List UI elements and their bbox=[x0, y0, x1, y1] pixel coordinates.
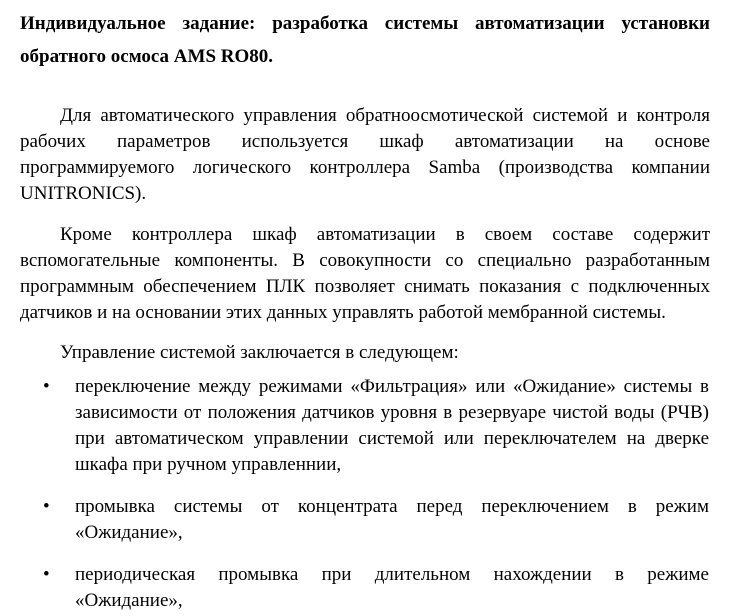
document-heading: Индивидуальное задание: разработка системы автоматизации установки обратного осмоса AMS RO80. bbox=[20, 13, 710, 67]
paragraph-control-intro: Управление системой заключается в следующем: bbox=[60, 342, 459, 363]
bullet-icon: • bbox=[43, 496, 50, 517]
paragraph-components: Кроме контроллера шкаф автоматизации в своем составе содержит вспомогательные компоненты. В совокупности со специально разработанным программным обеспечением ПЛК позволяет снимать показания с подключенных датчиков и на основании этих данных управлять работой мембранной системы. bbox=[20, 224, 710, 323]
list-item-text: периодическая промывка при длительном нахождении в режиме «Ожидание», bbox=[75, 564, 709, 611]
bullet-icon: • bbox=[43, 564, 50, 585]
bullet-icon: • bbox=[43, 376, 50, 397]
list-item-text: промывка системы от концентрата перед переключением в режим «Ожидание», bbox=[75, 496, 709, 543]
paragraph-controller-intro: Для автоматического управления обратноосмотической системой и контроля рабочих параметров используется шкаф автоматизации на основе программируемого логического контроллера Samba (производства компании UNITRONICS). bbox=[20, 105, 710, 204]
list-item-text: переключение между режимами «Фильтрация» или «Ожидание» системы в зависимости от положения датчиков уровня в резервуаре чистой воды (РЧВ) при автоматическом управлении системой или переключателем на дверке шкафа при ручном управленнии, bbox=[75, 376, 709, 475]
